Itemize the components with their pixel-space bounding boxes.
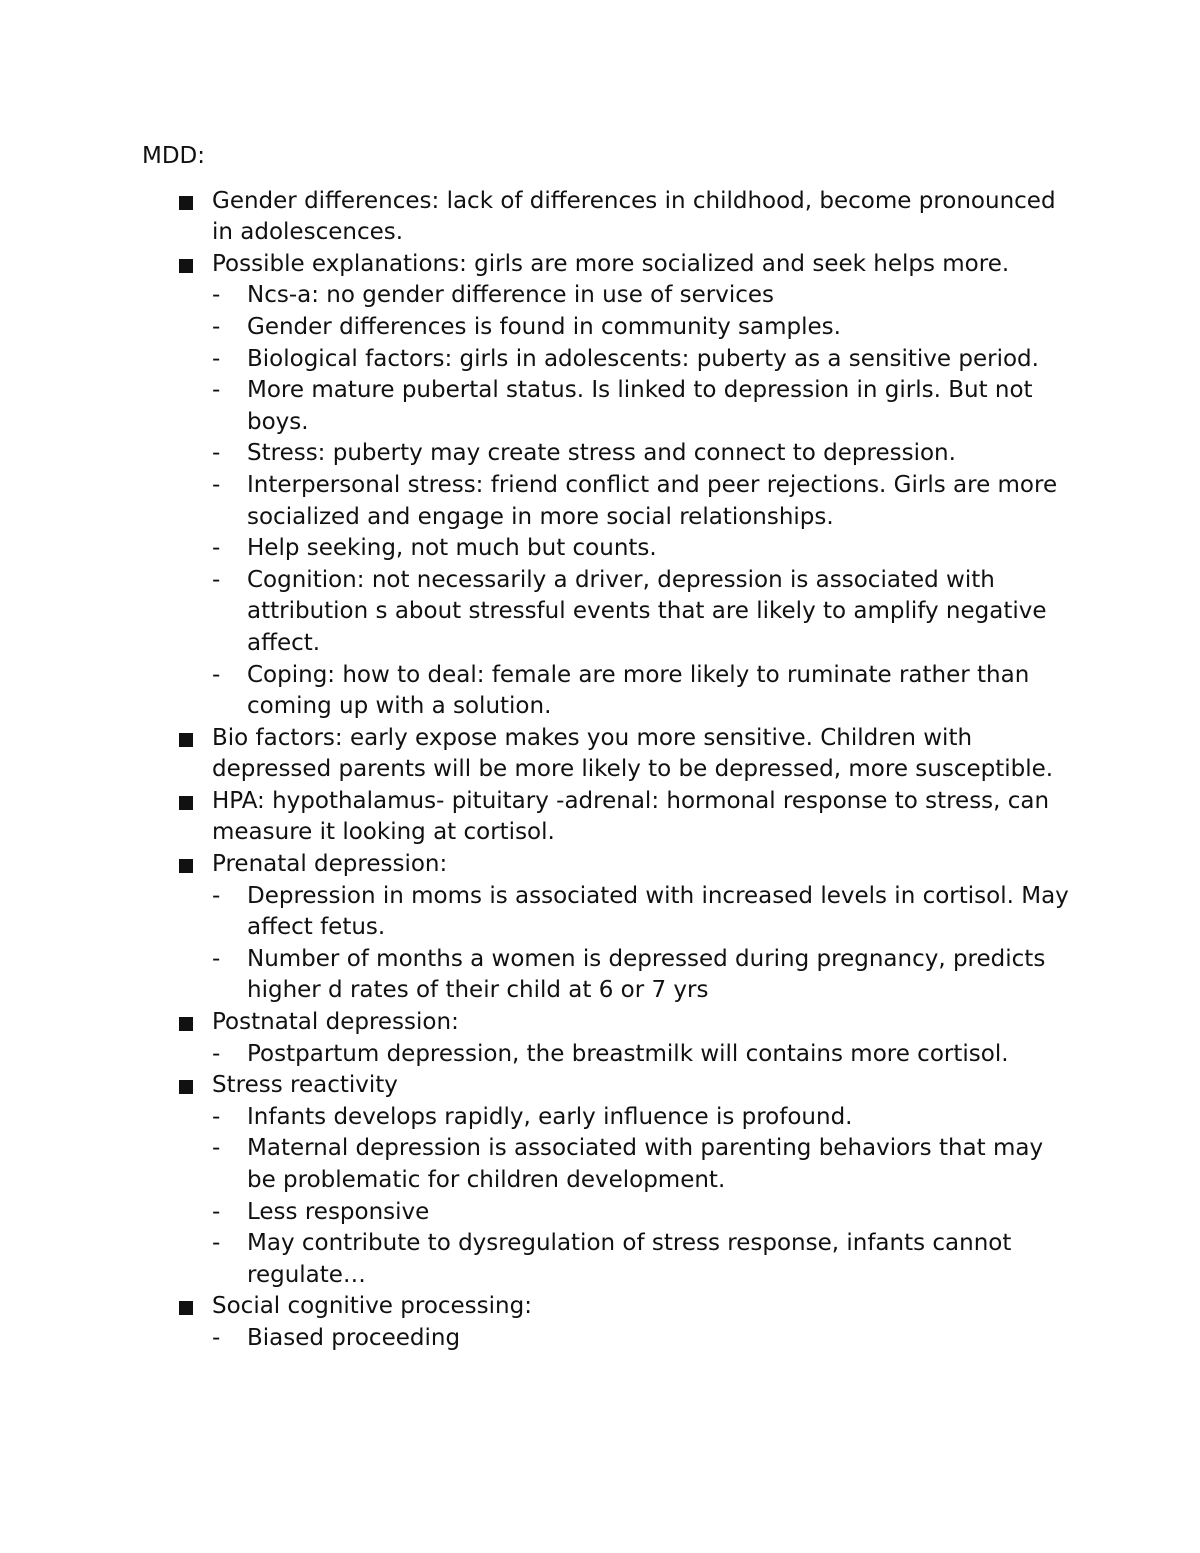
sub-list-item-text: Postpartum depression, the breastmilk will contains more cortisol.	[247, 1040, 1009, 1067]
square-bullet-icon	[179, 1080, 193, 1094]
list-item-text: Bio factors: early expose makes you more sensitive. Children with depressed parents will be more likely to be depressed, more susceptible.	[212, 724, 1054, 783]
sub-list-item-text: Gender differences is found in community samples.	[247, 313, 841, 340]
dash-bullet-icon: -	[212, 566, 221, 593]
sub-list-item	[212, 1102, 1072, 1134]
dash-bullet-icon: -	[212, 1103, 221, 1130]
dash-bullet-icon: -	[212, 1040, 221, 1067]
sub-list-item-text: Biological factors: girls in adolescents: puberty as a sensitive period.	[247, 345, 1039, 372]
sub-list-item-text: Biased proceeding	[247, 1324, 461, 1351]
list-item-text: Possible explanations: girls are more socialized and seek helps more.	[212, 250, 1010, 277]
square-bullet-icon	[179, 1301, 193, 1315]
sub-list-item	[212, 565, 1072, 660]
list-item	[142, 849, 1072, 1007]
square-bullet-icon	[179, 859, 193, 873]
dash-bullet-icon: -	[212, 440, 221, 467]
sub-list-item-text: May contribute to dysregulation of stress response, infants cannot regulate…	[247, 1230, 1012, 1288]
sub-list-item	[212, 375, 1072, 438]
list-item	[142, 786, 1072, 849]
list-item-text: Prenatal depression:	[212, 851, 448, 878]
sub-list-item	[212, 1197, 1072, 1229]
sub-list-item-text: Maternal depression is associated with parenting behaviors that may be problematic for children development.	[247, 1135, 1044, 1193]
dash-bullet-icon: -	[212, 661, 221, 688]
dash-bullet-icon: -	[212, 945, 221, 972]
list-item	[142, 186, 1072, 249]
list-item	[142, 1291, 1072, 1354]
sub-list-item-text: Infants develops rapidly, early influence is profound.	[247, 1103, 853, 1130]
list-item	[142, 723, 1072, 786]
sub-list-item-text: Less responsive	[247, 1198, 430, 1225]
sub-list-item	[212, 881, 1072, 944]
list-item	[142, 249, 1072, 723]
sub-list-item-text: More mature pubertal status. Is linked to depression in girls. But not boys.	[247, 377, 1033, 435]
sub-list	[212, 881, 1072, 1007]
square-bullet-icon	[179, 796, 193, 810]
dash-bullet-icon: -	[212, 1230, 221, 1257]
sub-list-item	[212, 438, 1072, 470]
list-item-text: Gender differences: lack of differences in childhood, become pronounced in adolescences.	[212, 187, 1056, 246]
sub-list-item	[212, 470, 1072, 533]
bullet-list	[142, 186, 1072, 1355]
dash-bullet-icon: -	[212, 377, 221, 404]
dash-bullet-icon: -	[212, 345, 221, 372]
sub-list-item-text: Coping: how to deal: female are more likely to ruminate rather than coming up with a solution.	[247, 661, 1030, 720]
sub-list	[212, 1102, 1072, 1292]
dash-bullet-icon: -	[212, 1324, 221, 1351]
dash-bullet-icon: -	[212, 1198, 221, 1225]
sub-list-item-text: Cognition: not necessarily a driver, depression is associated with attribution s about stressful events that are likely to amplify negative affect.	[247, 566, 1047, 656]
sub-list-item-text: Depression in moms is associated with increased levels in cortisol. May affect fetus.	[247, 882, 1069, 941]
list-item-text: Postnatal depression:	[212, 1009, 459, 1036]
sub-list-item	[212, 1039, 1072, 1071]
sub-list-item	[212, 660, 1072, 723]
sub-list-item-text: Help seeking, not much but counts.	[247, 535, 657, 562]
dash-bullet-icon: -	[212, 282, 221, 309]
document-body	[142, 141, 1072, 1355]
list-item-text: HPA: hypothalamus- pituitary -adrenal: hormonal response to stress, can measure it looking at cortisol.	[212, 787, 1050, 846]
sub-list-item-text: Number of months a women is depressed during pregnancy, predicts higher d rates of their child at 6 or 7 yrs	[247, 945, 1046, 1004]
sub-list-item	[212, 533, 1072, 565]
list-item-text: Stress reactivity	[212, 1072, 398, 1099]
sub-list-item	[212, 312, 1072, 344]
list-item	[142, 1007, 1072, 1070]
list-item-text: Social cognitive processing:	[212, 1293, 532, 1320]
dash-bullet-icon: -	[212, 313, 221, 340]
sub-list-item	[212, 280, 1072, 312]
sub-list	[212, 280, 1072, 722]
sub-list-item	[212, 1133, 1072, 1196]
sub-list	[212, 1323, 1072, 1355]
list-item	[142, 1070, 1072, 1291]
square-bullet-icon	[179, 733, 193, 747]
sub-list-item	[212, 1323, 1072, 1355]
square-bullet-icon	[179, 196, 193, 210]
document-heading: MDD:	[142, 143, 206, 169]
dash-bullet-icon: -	[212, 471, 221, 498]
sub-list-item-text: Ncs-a: no gender difference in use of services	[247, 282, 775, 309]
sub-list-item-text: Interpersonal stress: friend conflict and peer rejections. Girls are more socialized and engage in more social relationships.	[247, 471, 1058, 530]
dash-bullet-icon: -	[212, 535, 221, 562]
square-bullet-icon	[179, 1017, 193, 1031]
dash-bullet-icon: -	[212, 1135, 221, 1162]
sub-list-item	[212, 944, 1072, 1007]
sub-list-item	[212, 344, 1072, 376]
sub-list-item	[212, 1228, 1072, 1291]
square-bullet-icon	[179, 259, 193, 273]
sub-list-item-text: Stress: puberty may create stress and connect to depression.	[247, 440, 956, 467]
dash-bullet-icon: -	[212, 882, 221, 909]
sub-list	[212, 1039, 1072, 1071]
